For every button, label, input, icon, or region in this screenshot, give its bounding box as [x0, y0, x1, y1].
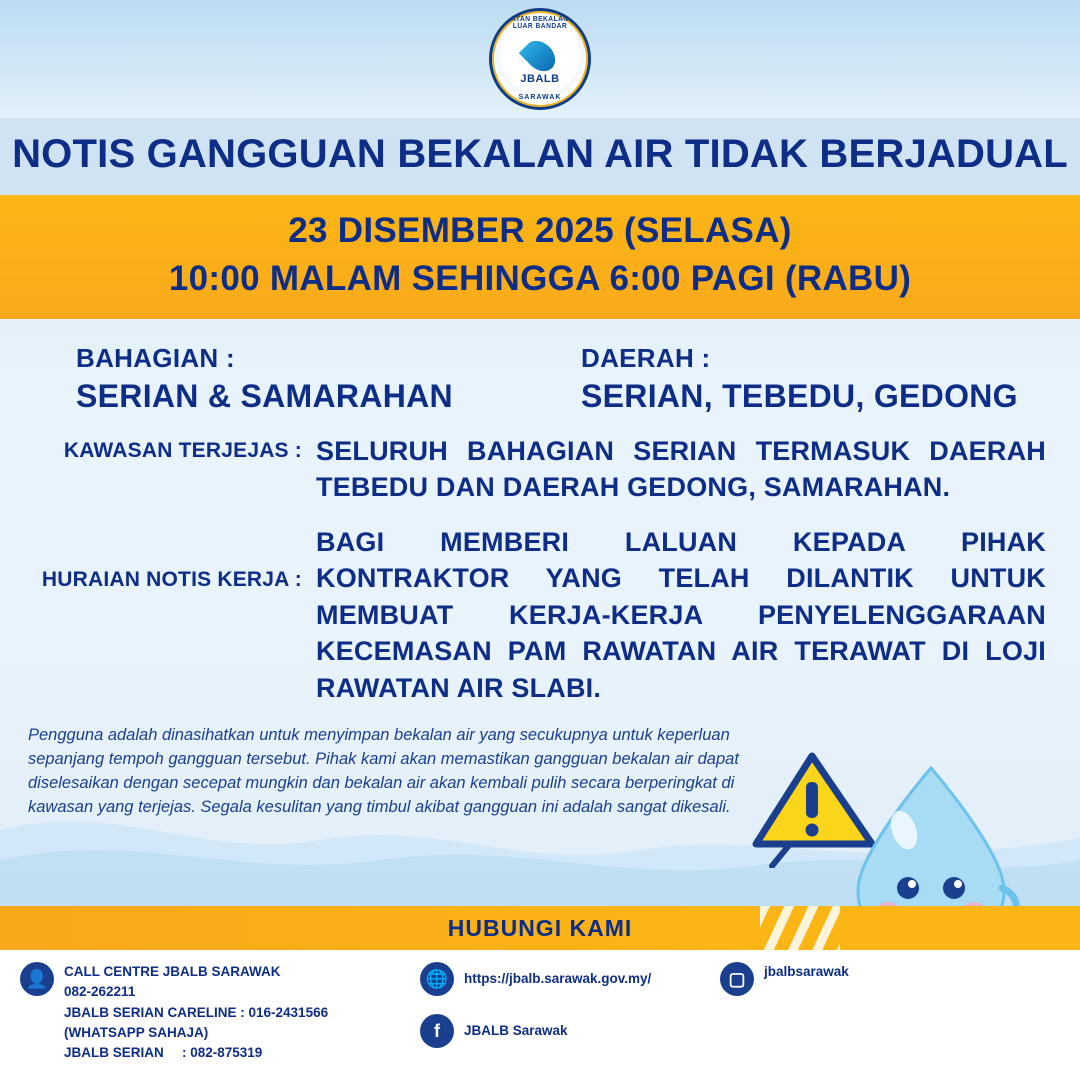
- call-centre-title: CALL CENTRE JBALB SARAWAK: [64, 964, 281, 979]
- facebook-row[interactable]: [420, 1014, 720, 1048]
- daerah-block: [559, 343, 1046, 415]
- instagram-block[interactable]: [720, 962, 960, 1063]
- advisory-note: Pengguna adalah dinasihatkan untuk menyimpan bekalan air yang secukupnya untuk keperluan sepanjang tempoh gangguan tersebut. Pihak kami akan memastikan gangguan bekalan air dapat diselesaikan dengan secepat mungkin dan bekalan air akan kembali pulih secara berperingkat di kawasan yang terjejas. Segala kesulitan yang timbul akibat gangguan ini adalah sangat dikesali.: [28, 726, 739, 816]
- call-centre-phone: 082-262211: [64, 984, 136, 1000]
- careline-text: JBALB SERIAN CARELINE : 016-2431566: [64, 1004, 329, 1020]
- logo-water-drop-icon: [519, 35, 561, 77]
- date-band: [0, 195, 1080, 319]
- website-url[interactable]: https://jbalb.sarawak.gov.my/: [464, 970, 652, 986]
- whatsapp-note: (WHATSAPP SAHAJA): [64, 1024, 209, 1040]
- logo-ring-bottom-text: SARAWAK: [518, 94, 562, 101]
- footer: [0, 950, 1080, 1080]
- website-row[interactable]: [420, 962, 720, 996]
- affected-area-label: KAWASAN TERJEJAS :: [63, 439, 302, 462]
- logo-ring-top-text: JABATAN BEKALAN AIR LUAR BANDAR: [496, 16, 584, 30]
- user-icon: 👤: [20, 962, 54, 996]
- serian-label: JBALB SERIAN: [64, 1045, 164, 1060]
- serian-phone: : 082-875319: [182, 1045, 263, 1060]
- title-band: [0, 118, 1080, 195]
- division-district-row: [34, 343, 1046, 415]
- work-description-value: BAGI MEMBERI LALUAN KEPADA PIHAK KONTRAKTOR YANG TELAH DILANTIK UNTUK MEMBUAT KERJA-KERJA PENYELENGGARAAN KECEMASAN PAM RAWATAN AIR TERAWAT DI LOJI RAWATAN AIR SLABI.: [316, 526, 1046, 703]
- web-social-block: [420, 962, 720, 1063]
- facebook-handle[interactable]: JBALB Sarawak: [464, 1022, 568, 1038]
- instagram-icon: ▢: [720, 962, 754, 996]
- jbalb-logo-icon: [489, 8, 591, 110]
- logo-band: [0, 0, 1080, 118]
- facebook-icon: f: [420, 1014, 454, 1048]
- logo-wordmark: JBALB: [520, 73, 560, 85]
- affected-area-row: [34, 433, 1046, 506]
- globe-icon: 🌐: [420, 962, 454, 996]
- affected-area-value: SELURUH BAHAGIAN SERIAN TERMASUK DAERAH TEBEDU DAN DAERAH GEDONG, SAMARAHAN.: [316, 436, 1046, 503]
- stripes-decoration: [760, 906, 840, 950]
- work-description-row: [34, 524, 1046, 706]
- notice-time-range: 10:00 MALAM SEHINGGA 6:00 PAGI (RABU): [168, 259, 912, 298]
- call-centre-block: [20, 962, 420, 1063]
- daerah-label: DAERAH :: [581, 343, 711, 373]
- bahagian-block: [34, 343, 541, 415]
- contact-bar: [0, 906, 1080, 950]
- bahagian-label: BAHAGIAN :: [76, 343, 235, 373]
- daerah-value: SERIAN, TEBEDU, GEDONG: [581, 378, 1018, 414]
- instagram-handle[interactable]: jbalbsarawak: [764, 964, 849, 979]
- notice-date: 23 DISEMBER 2025 (SELASA): [288, 211, 792, 250]
- page-title: NOTIS GANGGUAN BEKALAN AIR TIDAK BERJADUAL: [12, 132, 1068, 176]
- info-section: [0, 319, 1080, 706]
- contact-bar-title: HUBUNGI KAMI: [447, 914, 633, 941]
- work-description-label: HURAIAN NOTIS KERJA :: [41, 567, 302, 591]
- bahagian-value: SERIAN & SAMARAHAN: [76, 378, 453, 414]
